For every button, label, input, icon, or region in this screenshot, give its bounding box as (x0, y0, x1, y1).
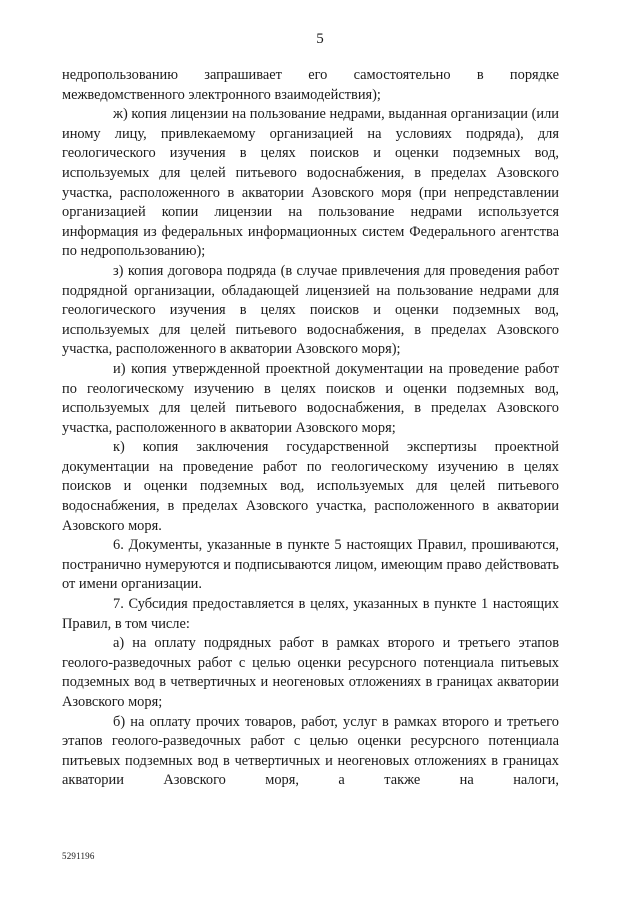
document-id: 5291196 (62, 851, 95, 861)
paragraph-item-z: з) копия договора подряда (в случае привлечения для проведения работ подрядной организации, обладающей лицензией на пользование недрами для геологического изучения в целях поисков и оценки подземных вод, используемых для целей питьевого водоснабжения, в пределах Азовского участка, расположенного в акватории Азовского моря); (62, 262, 559, 358)
paragraph-item-zh: ж) копия лицензии на пользование недрами, выданная организации (или иному лицу, привлекаемому организацией на условиях подряда), для геологического изучения в целях поисков и оценки подземных вод, используемых для целей питьевого водоснабжения, в пределах Азовского участка, расположенного в акватории Азовского моря (при непредставлении организацией копии лицензии на пользование недрами используется информация из федеральных информационных систем Федерального агентства по недропользованию); (62, 106, 559, 260)
paragraph-item-b: б) на оплату прочих товаров, работ, услуг в рамках второго и третьего этапов геолого-разведочных работ с целью оценки ресурсного потенциала питьевых подземных вод в четвертичных и неогеновых отложениях в границах акватории Азовского моря, а также на налоги, (62, 713, 559, 789)
paragraph-item-a: а) на оплату подрядных работ в рамках второго и третьего этапов геолого-разведочных работ с целью оценки ресурсного потенциала питьевых подземных вод в четвертичных и неогеновых отложениях в границах акватории Азовского моря; (62, 635, 559, 710)
paragraph-continuation: недропользованию запрашивает его самостоятельно в порядке межведомственного электронного взаимодействия); (62, 67, 559, 103)
paragraph-item-k: к) копия заключения государственной экспертизы проектной документации на проведение работ по геологическому изучению в целях поисков и оценки подземных вод, используемых для целей питьевого водоснабжения, в пределах Азовского участка, расположенного в акватории Азовского моря. (62, 439, 559, 534)
document-body (62, 66, 559, 791)
paragraph-clause-6: 6. Документы, указанные в пункте 5 настоящих Правил, прошиваются, постранично нумеруются и подписываются лицом, имеющим право действовать от имени организации. (62, 537, 559, 593)
page-number: 5 (316, 31, 324, 47)
paragraph-item-i: и) копия утвержденной проектной документации на проведение работ по геологическому изучению в целях поисков и оценки подземных вод, используемых для целей питьевого водоснабжения, в пределах Азовского участка, расположенного в акватории Азовского моря; (62, 360, 559, 436)
paragraph-clause-7: 7. Субсидия предоставляется в целях, указанных в пункте 1 настоящих Правил, в том числе: (62, 596, 559, 632)
